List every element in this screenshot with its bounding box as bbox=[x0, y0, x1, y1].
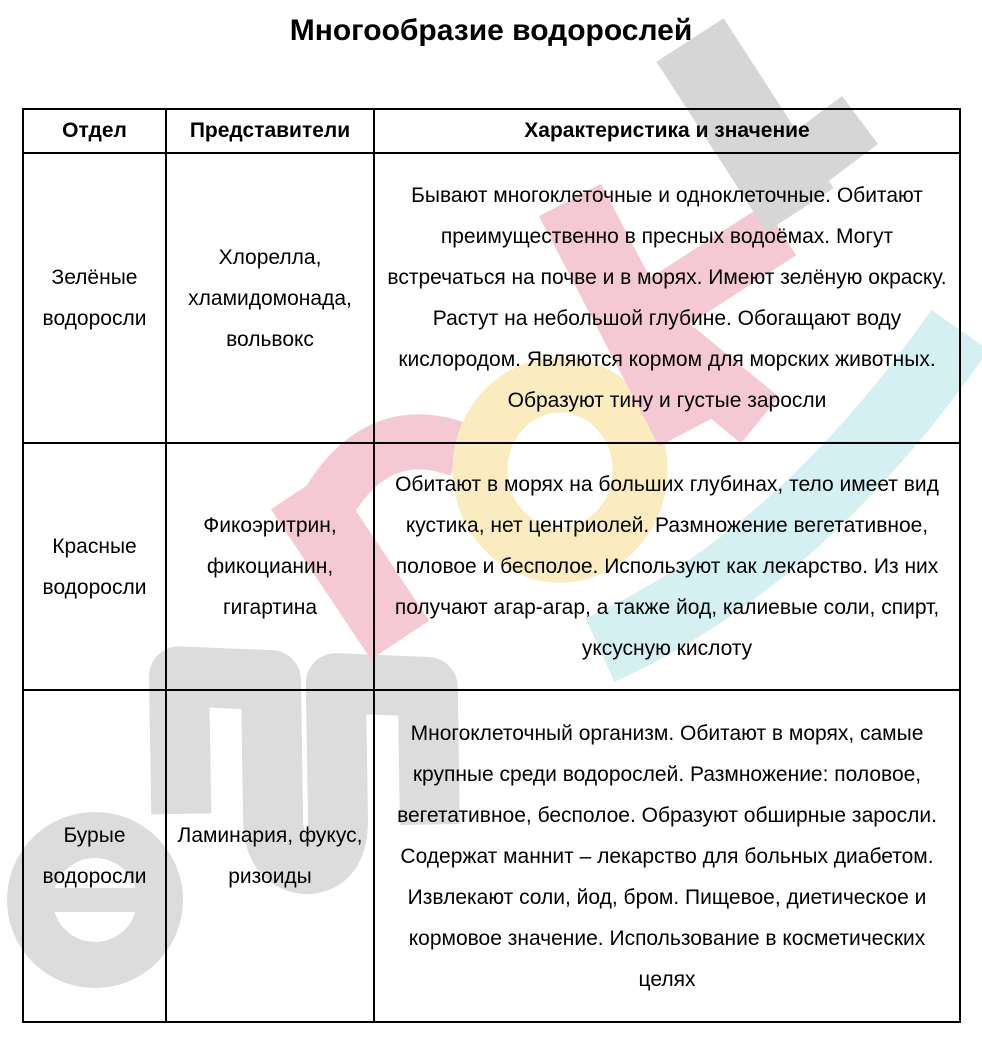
header-representatives: Представители bbox=[166, 109, 374, 153]
table-header-row bbox=[23, 109, 960, 153]
representatives-cell: Фикоэритрин, фикоцианин, гигартина bbox=[166, 443, 374, 690]
table-row bbox=[23, 153, 960, 443]
representatives-cell: Ламинария, фукус, ризоиды bbox=[166, 690, 374, 1022]
division-cell: Бурые водоросли bbox=[23, 690, 166, 1022]
division-cell: Красные водоросли bbox=[23, 443, 166, 690]
page-title: Многообразие водорослей bbox=[289, 14, 693, 47]
header-description: Характеристика и значение bbox=[374, 109, 960, 153]
description-cell: Многоклеточный организм. Обитают в морях, самые крупные среди водорослей. Размножение: половое, вегетативное, бесполое. Образуют обширные заросли. Содержат маннит – лекарство для больных диабетом. Извлекают соли, йод, бром. Пищевое, диетическое и кормовое значение. Использование в косметических целях bbox=[374, 690, 960, 1022]
table-row bbox=[23, 690, 960, 1022]
header-division: Отдел bbox=[23, 109, 166, 153]
division-cell: Зелёные водоросли bbox=[23, 153, 166, 443]
description-cell: Бывают многоклеточные и одноклеточные. Обитают преимущественно в пресных водоёмах. Могут встречаться на почве и в морях. Имеют зелёную окраску. Растут на небольшой глубине. Обогащают воду кислородом. Являются кормом для морских животных. Образуют тину и густые заросли bbox=[374, 153, 960, 443]
algae-table bbox=[22, 108, 961, 1023]
representatives-cell: Хлорелла, хламидомонада, вольвокс bbox=[166, 153, 374, 443]
description-cell: Обитают в морях на больших глубинах, тело имеет вид кустика, нет центриолей. Размножение вегетативное, половое и бесполое. Используют как лекарство. Из них получают агар-агар, а также йод, калиевые соли, спирт, уксусную кислоту bbox=[374, 443, 960, 690]
table-row bbox=[23, 443, 960, 690]
